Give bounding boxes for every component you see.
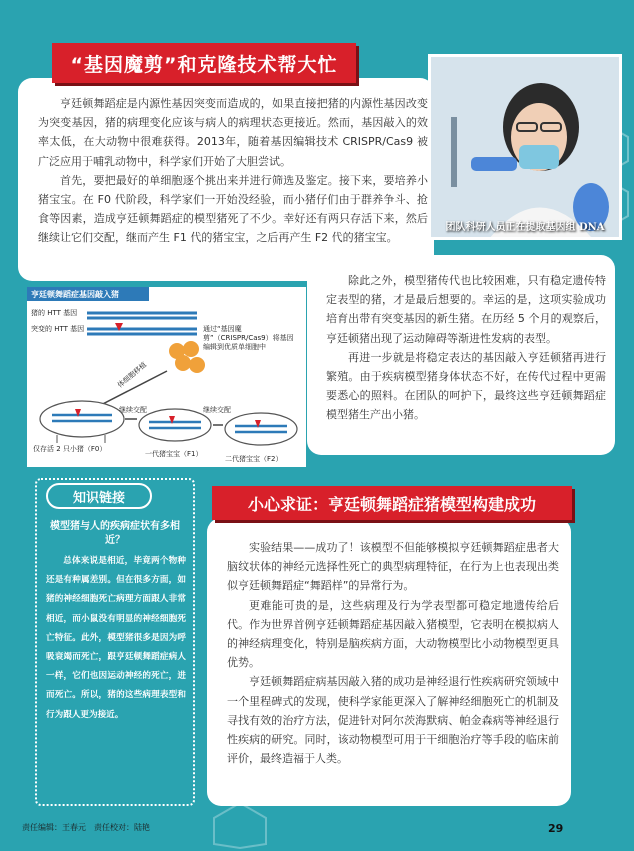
cell-icon — [189, 357, 205, 373]
section2-paragraph-1: 除此之外，模型猪传代也比较困难，只有稳定遗传特定表型的猪，才是最后想要的。幸运的是，这项实验成功培育出带有突变基因的新生猪。在历经 5 个月的观察后，亨廷顿猪出现了运动障碍等渐进性发病的表型。 — [326, 274, 606, 345]
knowledge-subtitle: 模型猪与人的疾病症状有多相近？ — [50, 521, 180, 546]
section2-text — [326, 271, 606, 425]
section1-title: “基因魔剪”和克隆技术帮大忙 — [52, 43, 356, 83]
section1-text — [38, 94, 428, 248]
section2-paragraph-2: 再进一步就是将稳定表达的基因敲入亨廷顿猪再进行繁殖。由于疾病模型猪身体状态不好，在传代过程中更需要悉心的照料。在团队的呵护下，最终这些亨廷顿舞蹈症模型猪生产出小猪。 — [326, 350, 606, 422]
diagram-htt-gene-label: 猪的 HTT 基因 — [31, 309, 78, 317]
diagram-title: 亨廷顿舞蹈症基因敲入猪 — [27, 287, 149, 301]
cell-icon — [183, 341, 199, 357]
diagram-drawing — [27, 287, 306, 467]
footer-credits: 责任编辑：王春元 责任校对：陆艳 — [22, 823, 150, 832]
researcher-photo — [428, 54, 622, 240]
diagram-edit-note: 通过“基因魔剪”（CRISPR/Cas9）将基因编辑到优质单细胞中 — [203, 325, 294, 351]
pig-f2-icon — [225, 413, 297, 445]
section1-paragraph-2: 首先，要把最好的单细胞逐个挑出来并进行筛选及鉴定。接下来，要培养小猪宝宝。在 F0 代阶段，科学家们一开始没经验，而小猪仔们由于群养争斗、抢食等因素，造成亨廷顿舞蹈症的模型猪死了不少。幸好还有两只存活下来，然后继续让它们交配，继而产生 F1 代的猪宝宝，之后再产生 F2 代的猪宝宝。 — [38, 173, 428, 245]
pig-f0-icon — [40, 401, 124, 443]
diagram-f1-label: 一代猪宝宝（F1） — [145, 450, 203, 458]
section3-text — [227, 538, 559, 768]
cell-icon — [175, 355, 191, 371]
page-number: 29 — [548, 822, 564, 835]
diagram-f0-label: 仅存活 2 只小猪（F0） — [33, 445, 107, 453]
researcher-illustration-icon — [431, 57, 622, 240]
section1-paragraph-1: 亨廷顿舞蹈症是内源性基因突变而造成的，如果直接把猪的内源性基因改变为突变基因，猪的病理变化应该与病人的病理状态更接近。然而，基因敲入的效率太低，在大动物中很难获得。2013年，随着基因编辑技术 CRISPR/Cas9 被广泛应用于哺乳动物中，科学家们开始了大胆尝试。 — [38, 97, 428, 168]
diagram-f2-label: 二代猪宝宝（F2） — [225, 455, 283, 463]
section3-paragraph-3: 亨廷顿舞蹈症病基因敲入猪的成功是神经退行性疾病研究领域中一个里程碑式的发现，使科学家能更深入了解神经细胞死亡的机制及寻找有效的治疗方法，促进针对阿尔茨海默病、帕金森病等神经退行性疾病的研究。同时，该动物模型可用于干细胞治疗等手段的临床前评价，最终造福于人类。 — [227, 675, 559, 766]
molecule-decoration-icon-2 — [200, 800, 280, 850]
pig-f1-icon — [139, 409, 211, 441]
section3-paragraph-2: 更难能可贵的是，这些病理及行为学表型都可稳定地遗传给后代。作为世界首例亨廷顿舞蹈症基因敲入猪模型，它表明在模拟病人的神经病理变化，特别是脑疾病方面，大动物模型比小动物模型更具优势。 — [227, 598, 559, 670]
diagram-mating-label-2: 继续交配 — [203, 406, 231, 414]
diagram-transfer-label: 体细胞移植 — [116, 360, 149, 390]
knowledge-tab: 知识链接 — [46, 483, 152, 509]
section3-paragraph-1: 实验结果——成功了！该模型不但能够模拟亨廷顿舞蹈症患者大脑纹状体的神经元选择性死亡的典型病理特征，在行为上也表现出类似亨廷顿舞蹈症“舞蹈样”的异常行为。 — [227, 541, 559, 593]
diagram-mating-label-1: 继续交配 — [119, 406, 147, 414]
section3-title: 小心求证：亨廷顿舞蹈症猪模型构建成功 — [212, 486, 572, 520]
photo-caption: 团队科研人员正在提取基因组 DNA — [445, 222, 605, 233]
knowledge-body: 总体来说是相近，毕竟两个物种还是有种属差别。但在很多方面，如猪的神经细胞死亡病理方面跟人非常相近，而小鼠没有明显的神经细胞死亡特征。此外，模型猪很多是因为呼吸衰竭而死亡，跟亨廷顿舞蹈症病人一样，它们也因运动神经的死亡，进而死亡。所以，猪的这些病理表型和行为跟人更为接近。 — [46, 556, 186, 720]
diagram-mutant-htt-label: 突变的 HTT 基因 — [31, 325, 85, 333]
gene-knockin-diagram — [27, 287, 306, 467]
